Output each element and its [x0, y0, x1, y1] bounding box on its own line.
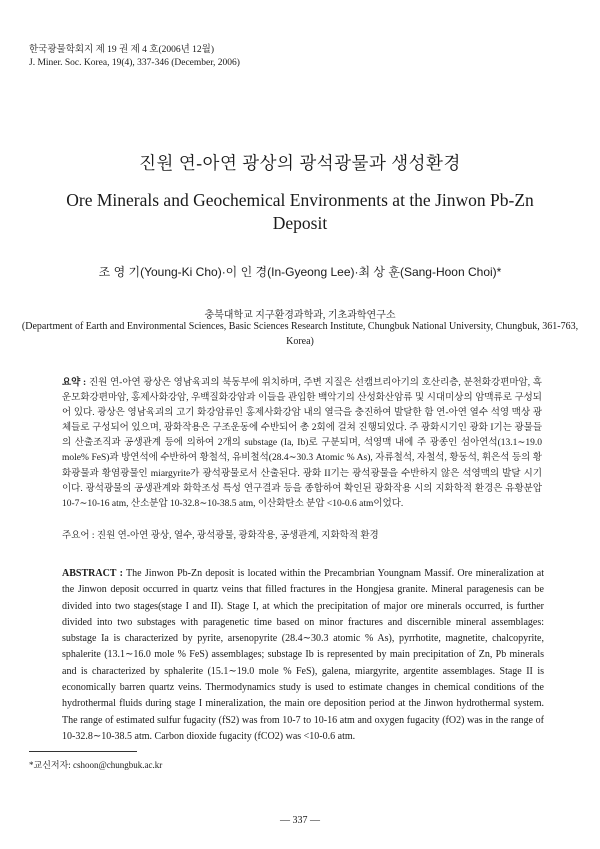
title-korean: 진원 연-아연 광상의 광석광물과 생성환경: [139, 153, 461, 173]
abstract-english-text: The Jinwon Pb-Zn deposit is located within the Precambrian Youngnam Massif. Ore mineralization at the Jinwon deposit occurred in quartz veins that filled fractures in the Hongjesa granite. Mineral paragenesis can be divided into two stages(stage I and II). Stage I, at which the precipitation of major ore minerals occurred, is further divided into two substages with paragenetic time based on minor fractures and discernible mineral assemblages: substage Ia is characterized by pyrite, arsenopyrite (28.4∼30.3 atomic % As), pyrrhotite, magnetite, chalcopyrite, sphalerite (13.1∼16.0 mole % FeS) assemblages; substage Ib is represented by main precipitation of Zn, Pb minerals and is characterized by sphalerite (15.1∼19.0 mole % FeS), galena, miargyrite, argentite assemblages. Stage II is economically barren quartz veins. Thermodynamics study is used to estimate changes in chemical conditions of the hydrothermal fluids during stage I mineralization, the main ore deposition period at the Jinwon hydrothermal system. The range of estimated sulfur fugacity (fS2) was from 10-7 to 10-16 atm and oxygen fugacity (fO2) was in the range of 10-32.8∼10-38.5 atm. Carbon dioxide fugacity (fCO2) was <10-0.6 atm.: [62, 568, 544, 742]
abstract-english-label: ABSTRACT :: [62, 568, 123, 579]
journal-citation-english: J. Miner. Soc. Korea, 19(4), 337-346 (December, 2006): [29, 58, 240, 68]
author-list: 조 영 기(Young-Ki Cho)·이 인 경(In-Gyeong Lee)·최 상 훈(Sang-Hoon Choi)*: [98, 265, 502, 279]
affiliation-english: (Department of Earth and Environmental Sciences, Basic Sciences Research Institute, Chungbuk National University, Chungbuk, 361-763, Korea): [21, 321, 579, 347]
journal-citation-korean: 한국광물학회지 제 19 권 제 4 호(2006년 12월): [29, 45, 215, 55]
keywords-korean: 주요어 : 진원 연-아연 광상, 열수, 광석광물, 광화작용, 공생관계, 지화학적 환경: [62, 531, 379, 541]
corresponding-author-footnote: *교신저자: cshoon@chungbuk.ac.kr: [29, 760, 163, 770]
journal-citation: [29, 44, 240, 70]
abstract-korean-label: 요약 :: [62, 378, 87, 388]
abstract-korean-text: 진원 연-아연 광상은 영남육괴의 북동부에 위치하며, 주변 지질은 선캠브리아기의 호산리층, 분천화강편마암, 흑운모화강편마암, 홍제사화강암, 우백질화강암과 이들을 관입한 백악기의 산성화산암류 및 시대미상의 암맥류로 구성되어 있다. 광상은 영남육괴의 고기 화강암류인 홍제사화강암 내의 열극을 충진하여 발달한 함 연-아연 열수 석영 맥상 광체들로 구성되어 있으며, 광화작용은 구조운동에 수반되어 총 2회에 걸쳐 진행되었다. 주 광화시기인 광화 I기는 광물들의 산출조직과 공생관계 등에 의하여 2개의 substage (Ia, Ib)로 구분되며, 석영맥 내에 주 광종인 섬아연석(13.1∼19.0 mole% FeS)과 방연석에 수반하여 황철석, 유비철석(28.4∼30.3 Atomic % As), 자류철석, 자철석, 황동석, 휘은석 등의 황화광물과 황염광물인 miargyrite가 광석광물로서 산출된다. 광화 II기는 광석광물을 수반하지 않은 석영맥의 발달 시기이다. 광석광물의 공생관계와 화학조성 특성 연구결과 등을 종합하여 확인된 광화작용 시의 지화학적 환경은 유황분압 10-7∼10-16 atm, 산소분압 10-32.8∼10-38.5 atm, 이산화탄소 분압 <10-0.6 atm이었다.: [62, 378, 542, 509]
affiliation-korean: 충북대학교 지구환경과학과, 기초과학연구소: [204, 310, 396, 321]
abstract-korean: [62, 376, 542, 512]
title-english: Ore Minerals and Geochemical Environments at the Jinwon Pb-Zn Deposit: [66, 190, 534, 233]
page-number: — 337 —: [280, 815, 320, 826]
abstract-english: [62, 566, 544, 745]
footnote-divider: [29, 751, 137, 752]
